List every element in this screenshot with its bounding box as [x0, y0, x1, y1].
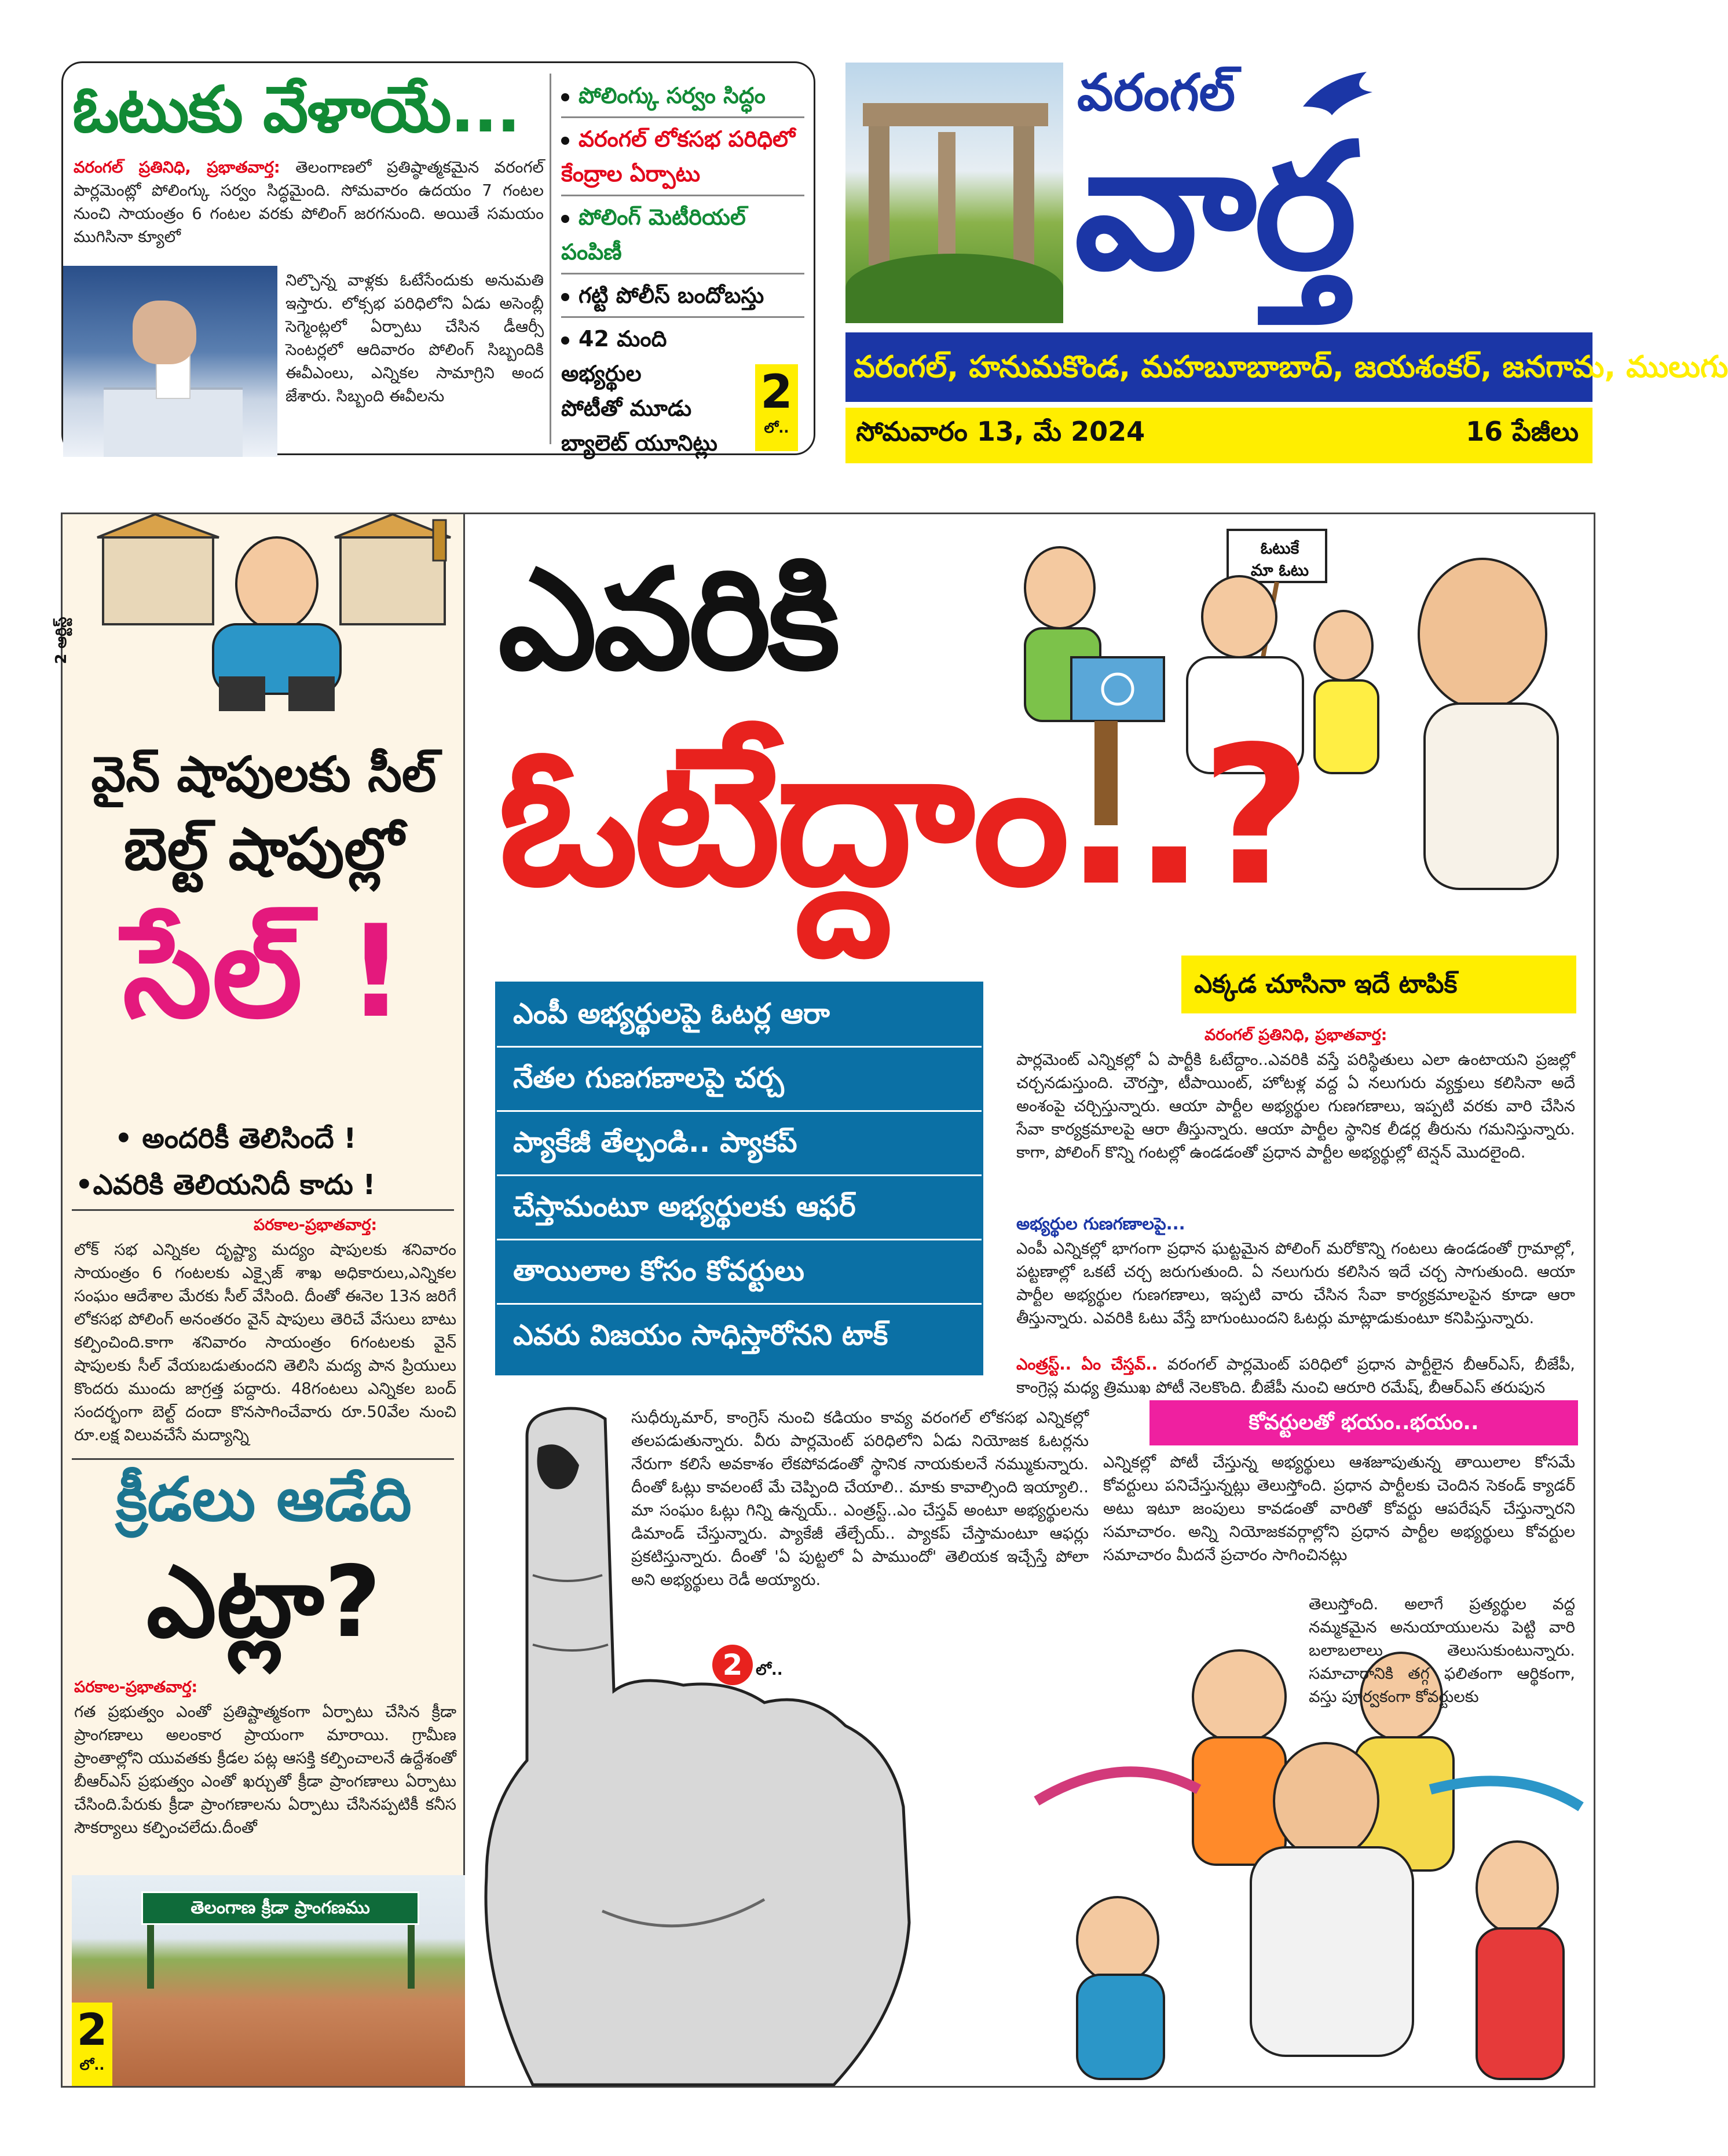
teaser-byline: వరంగల్ ప్రతినిధి, ప్రభాతవార్త: [74, 158, 280, 177]
main-story-3-wrap [1016, 1330, 1575, 1397]
ballot-box-photo [63, 266, 277, 457]
teaser-bullet-2: వరంగల్ లోకసభ పరిధిలో కేంద్రాల ఏర్పాటు [561, 118, 804, 196]
teaser-bullet-4: గట్టి పోలీస్ బందోబస్తు [561, 274, 804, 318]
stadium-photo [72, 1875, 465, 2086]
highlight-1: ఎంపీ అభ్యర్థులపై ఓటర్ల ఆరా [497, 983, 982, 1048]
highlight-5: తాయిలాల కోసం కోవర్టులు [497, 1240, 982, 1305]
main-sub-2: ఎంత్రస్ట్.. ఏం చేస్తవ్.. [1016, 1355, 1158, 1374]
left-headline-2: బెల్ట్ షాపుల్లో [123, 815, 404, 883]
stadium-sign: తెలంగాణ క్రీడా ప్రాంగణము [141, 1891, 419, 1925]
left-page-ref[interactable]: 2 లో.. [72, 2003, 112, 2086]
masthead-prefix: వరంగల్ [1077, 63, 1236, 122]
teaser-page-ref[interactable]: 2 లో.. [755, 364, 798, 451]
highlight-2: నేతల గుణగణాలపై చర్చ [497, 1048, 982, 1112]
masthead-date-bar [845, 408, 1592, 463]
teaser-box [61, 61, 815, 455]
left-headline-crida: క్రీడలు ఆడేది [116, 1464, 412, 1535]
coverts-banner: కోవర్టులతో భయం..భయం.. [1149, 1400, 1578, 1445]
left-column [52, 514, 465, 2086]
left-point-1: • అందరికీ తెలిసిందే ! [115, 1122, 357, 1155]
left-headline-1: వైన్ షాపులకు సీల్ [91, 746, 437, 803]
highlight-4: చేస్తామంటూ అభ్యర్థులకు ఆఫర్ [497, 1176, 982, 1240]
main-byline: వరంగల్ ప్రతినిధి, ప్రభాతవార్త: [1205, 1026, 1387, 1044]
left-headline-etla: ఎట్లా? [146, 1545, 382, 1660]
fort-gate-photo [845, 63, 1063, 321]
masthead [845, 63, 1728, 463]
main-page-ref[interactable]: 2 లో.. [712, 1645, 783, 1691]
left-headline-sale: సేల్ ! [122, 898, 405, 1046]
left-byline-2: పరకాల-ప్రభాతవార్త: [74, 1678, 198, 1696]
liquor-cartoon [86, 514, 456, 723]
masthead-title: వార్త [1074, 106, 1355, 308]
main-story-6: తెలుస్తోంది. అలాగే ప్రత్యర్థుల వద్ద నమ్మకమైన అనుయాయులను పెట్టి వారి బలాబలాలు తెలుసుకుంటున్నారు. సమాచారానికి తగ్గ ఫలితంగా ఆర్థికంగా, వస్తు పూర్వకంగా కోవర్టులకు [1309, 1595, 1575, 1706]
main-story-1: పార్లమెంట్ ఎన్నికల్లో ఏ పార్టీకి ఓటేద్దాం..ఎవరికి వస్తే పరిస్థితులు ఎలా ఉంటాయని ప్రజల్లో చర్చనడుస్తుంది. చౌరస్తా, టీపాయింట్, హోటళ్ల వద్ద ఏ నలుగురు వ్యక్తులు కలిసినా అదే అంశంపై చర్చిస్తున్నారు. ఆయా పార్టీల అభ్యర్థుల గుణగణాలు, ఇప్పటి వరకు వారి చేసిన సేవా కార్యక్రమాలపై ఆరా తీస్తున్నారు. ఆయా పార్టీల స్థానిక లీడర్ల తీరును గమనిస్తున్నారు. కాగా, పోలింగ్ కొన్ని గంటల్లో ఉండడంతో ప్రధాన పార్టీల అభ్యర్థుల్లో టెన్షన్ మొదలైంది. [1016, 1050, 1575, 1162]
highlight-3: ప్యాకేజీ తేల్చండి.. ప్యాకప్ [497, 1112, 982, 1176]
topic-tag: ఎక్కడ చూసినా ఇదే టాపిక్ [1181, 956, 1576, 1013]
highlights-box [495, 982, 983, 1375]
main-story-5: ఎన్నికల్లో పోటీ చేస్తున్న అభ్యర్థులు ఆశజూపుతున్న తాయిలాల కోసమే కోవర్టులు పనిచేస్తున్నట్లు తెలుస్తోంది. ప్రధాన పార్టీలకు చెందిన సెకండ్ క్యాడర్ అటు ఇటూ జంపులు కావడంతో వారితో కోవర్టు ఆపరేషన్ చేస్తున్నారని సమాచారం. అన్ని నియోజకవర్గాల్లోని ప్రధాన పార్టీల అభ్యర్థులు కోవర్టుల సమాచారం మీదనే ప్రచారం సాగించినట్లు [1103, 1453, 1575, 1564]
main-headline-1: ఎవరికి [498, 539, 837, 701]
masthead-districts: వరంగల్, హనుమకొండ, మహబూబాబాద్, జయశంకర్, జనగామ, ములుగు [845, 332, 1592, 402]
cartoon-credit: 2 ఆర్టిస్ట్ [52, 617, 70, 664]
highlight-6: ఎవరు విజయం సాధిస్తారోనని టాక్ [513, 1319, 888, 1352]
teaser-text-wide [74, 156, 544, 248]
main-headline-2: ఓటేద్దాం..? [498, 705, 1308, 928]
teaser-text-narrow: నిల్చొన్న వాళ్లకు ఓటేసేందుకు అనుమతి ఇస్తారు. లోక్సభ పరిధిలోని ఏడు అసెంబ్లీ సెగ్మెంట్లలో ఏర్పాటు చేసిన డీఆర్సీ సెంటర్లలో ఆదివారం పోలింగ్ సిబ్బందికి ఈవీఎంలు, ఎన్నికల సామాగ్రిని అంద జేశారు. సిబ్బంది ఈవీలను [285, 271, 544, 405]
main-story-2: ఎంపీ ఎన్నికల్లో భాగంగా ప్రధాన ఘట్టమైన పోలింగ్ మరోకొన్ని గంటలు ఉండడంతో గ్రామాల్లో, పట్టణాల్లో ఒకటే చర్చ జరుగుతుంది. ఏ నలుగురు కలిసిన ఇదే చర్చ సాగుతుంది. ఆయా పార్టీల అభ్యర్థుల గుణగణాలు, ఇప్పటి వారు చేసిన సేవా కార్యక్రమాలపైన కూడా ఆరా తీస్తున్నారు. ఎవరికి ఓటు వేస్తే బాగుంటుందని ఓటర్లు మాట్లాడుకుంటూ కనిపిస్తున్నారు. [1016, 1239, 1575, 1327]
placard-text: ఓటుకే మా ఓటు [1250, 539, 1309, 580]
main-story-4: సుధీర్కుమార్, కాంగ్రెస్ నుంచి కడియం కావ్య వరంగల్ లోకసభ ఎన్నికల్లో తలపడుతున్నారు. వీరు పార్లమెంట్ పరిధిలోని ఏడు నియోజక ఓటర్లను నేరుగా కలిసే అవకాశం లేకపోవడంతో స్థానిక నాయకులనే నమ్ముకున్నారు. దీంతో ఓట్లు కావలంటే మే చెప్పింది చేయాలి.. మాకు కావాల్సింది ఇయ్యాలి.. మా సంఘం ఓట్లు గిన్ని ఉన్నయ్.. ఎంత్రస్ట్..ఎం చేస్తవ్ అంటూ అభ్యర్థులను డిమాండ్ చేస్తున్నారు. ప్యాకేజీ తేల్చేయ్.. ప్యాకప్ చేస్తామంటూ ఆఫర్లు ప్రకటిస్తున్నారు. దీంతో 'ఏ పుట్టలో ఏ పాముందో' తెలియక ఇచ్చేస్తే పోలా అని అభ్యర్థులు రెడీ అయ్యారు. [631, 1408, 1089, 1589]
masthead-date: సోమవారం 13, మే 2024 [856, 416, 1145, 447]
left-story-1: లోక్ సభ ఎన్నికల దృష్ట్యా మద్యం షాపులకు శనివారం సాయంత్రం 6 గంటలకు ఎక్సైజ్ శాఖ అధికారులు,ఎన్నికల సంఘం ఆదేశాల మేరకు సీల్ వేసింది. దీంతో ఈనెల 13న జరిగే లోకసభ పోలింగ్ అనంతరం వైన్ షాపులు తెరిచే వేసులు బాటు కల్పించింది.కాగా శనివారం సాయంత్రం 6గంటలకు వైన్ షాపులకు సీల్ వేయబడుతుందని తెలిసి మద్య పాన ప్రియులు కొందరు ముందు జాగ్రత్త పద్దారు. 48గంటలు ఎన్నికల బంద్ సందర్భంగా బెల్ట్ దందా కొనసాగించేవారు రూ.50వేల నుంచి రూ.లక్ష విలువచేసే మద్యాన్ని [74, 1240, 456, 1444]
teaser-bullet-1: పోలింగ్కు సర్వం సిద్ధం [561, 75, 804, 118]
masthead-pages: 16 పేజీలు [1466, 416, 1579, 447]
main-sub-1: అభ్యర్థుల గుణగణాలపై... [1016, 1214, 1185, 1233]
left-story-2: గత ప్రభుత్వం ఎంతో ప్రతిష్టాత్మకంగా ఏర్పాటు చేసిన క్రీడా ప్రాంగణాలు అలంకార ప్రాయంగా మారాయి. గ్రామీణ ప్రాంతాల్లోని యువతకు క్రీడల పట్ల ఆసక్తి కల్పించాలనే ఉద్దేశంతో బీఆర్ఎస్ ప్రభుత్వం ఎంతో ఖర్చుతో క్రీడా ప్రాంగణాలు ఏర్పాటు చేసింది.పేరుకు క్రీడా ప్రాంగణాలను ఏర్పాటు చేసినప్పటికీ కనీస సౌకర్యాలు కల్పించలేదు.దీంతో [74, 1703, 456, 1837]
teaser-full: వరంగల్ పార్లమెంట్లో పోలింగ్కు సర్వం సిద్ధమైంది. సోమవారం ఉదయం 7 గంటల నుంచి సాయంత్రం 6 గంటల వరకు పోలింగ్ జరగనుంది. అయితే సమయం ముగిసినా క్యూలో [74, 158, 544, 246]
teaser-title: ఓటుకు వేళాయే... [72, 72, 519, 147]
main-story-3: వరంగల్ పార్లమెంట్ పరిధిలో ప్రధాన పార్టీలైన బీఆర్ఎస్, బీజేపీ, కాంగ్రెస్ల మధ్య త్రిముఖ పోటీ నెలకొంది. బీజేపీ నుంచి ఆరూరి రమేష్, బీఆర్ఎస్ తరుపున [1016, 1355, 1575, 1397]
teaser-bullet-3: పోలింగ్ మెటీరియల్ పంపిణీ [561, 196, 804, 274]
teaser-lead: తెలంగాణలో ప్రతిష్ఠాత్మకమైన [280, 158, 479, 177]
teaser-bullet-5: 42 మంది అభ్యర్థుల పోటీతో మూడు బ్యాలెట్ యూనిట్లు [561, 326, 717, 456]
left-point-2: •ఎవరికి తెలియనిదీ కాదు ! [75, 1169, 376, 1201]
left-byline-1: పరకాల-ప్రభాతవార్త: [254, 1216, 378, 1234]
